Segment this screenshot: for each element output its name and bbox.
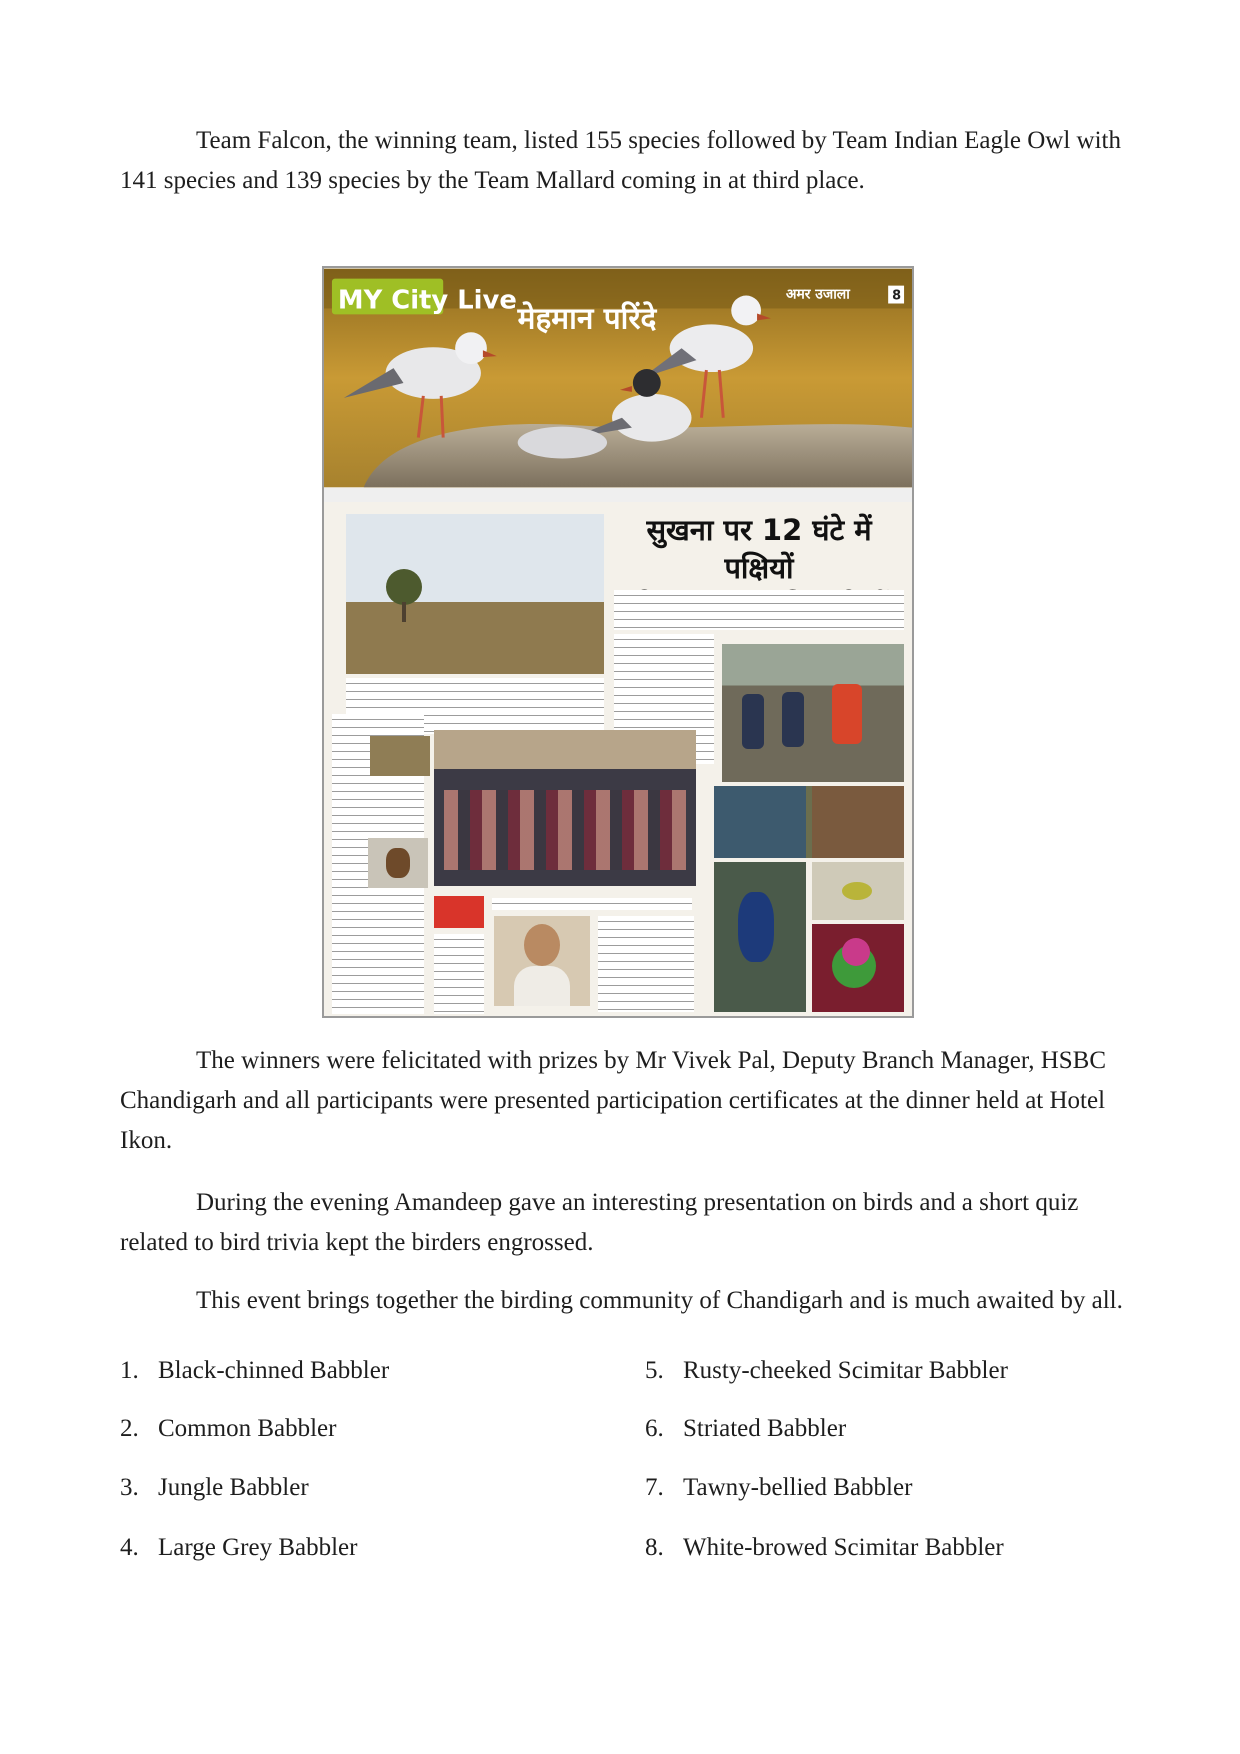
paragraph-prizes xyxy=(120,1041,1130,1161)
banner-title: मेहमान परिंदे xyxy=(517,301,657,337)
list-item: 8. White-browed Scimitar Babbler xyxy=(645,1534,1004,1561)
bird-thumbnail xyxy=(370,736,430,776)
section-logo-text: MY City Live xyxy=(337,285,517,316)
paragraph-community xyxy=(120,1281,1130,1321)
field-landscape-photo xyxy=(346,514,604,674)
bird-photo-pair xyxy=(714,786,904,858)
paragraph-text: This event brings together the birding community of Chandigarh and is much awaited by all. xyxy=(196,1287,1123,1314)
list-item: 3. Jungle Babbler xyxy=(120,1474,309,1501)
paragraph-text: Team Falcon, the winning team, listed 155 species followed by Team Indian Eagle Owl with 141 species and 139 species by the Team Mallard coming in at third place. xyxy=(120,127,1121,194)
paragraph-winning-teams xyxy=(120,121,1130,201)
caption-line xyxy=(492,898,692,910)
blue-bird-photo xyxy=(714,862,806,1012)
caption-strip xyxy=(324,488,912,502)
raptor-thumbnail xyxy=(368,838,428,888)
paper-name: अमर उजाला xyxy=(785,286,850,303)
parakeet-photo xyxy=(812,924,904,1012)
list-item: 7. Tawny-bellied Babbler xyxy=(645,1474,913,1501)
paragraph-presentation xyxy=(120,1183,1130,1263)
headline-line-1: सुखना पर 12 घंटे में पक्षियों xyxy=(646,513,872,585)
participants-group-photo xyxy=(434,730,696,886)
list-item: 1. Black-chinned Babbler xyxy=(120,1357,390,1384)
paragraph-text: During the evening Amandeep gave an interesting presentation on birds and a short quiz related to bird trivia kept the birders engrossed. xyxy=(120,1189,1079,1256)
birders-group-photo xyxy=(722,644,904,782)
yellow-bird-photo xyxy=(812,862,904,920)
list-item: 2. Common Babbler xyxy=(120,1415,337,1442)
list-item: 5. Rusty-cheeked Scimitar Babbler xyxy=(645,1357,1008,1384)
banner-photo-gulls xyxy=(324,268,912,488)
list-item: 4. Large Grey Babbler xyxy=(120,1534,358,1561)
list-item: 6. Striated Babbler xyxy=(645,1415,847,1442)
paragraph-text: The winners were felicitated with prizes by Mr Vivek Pal, Deputy Branch Manager, HSBC Chandigarh and all participants were presented participation certificates at the dinner held at Hotel Ikon. xyxy=(120,1047,1106,1154)
subheading-block xyxy=(614,590,904,630)
text-column xyxy=(434,934,484,1014)
portrait-photo xyxy=(494,916,590,1006)
red-label-box xyxy=(434,896,484,928)
newspaper-clipping-image xyxy=(322,266,914,1018)
page-number: 8 xyxy=(892,288,902,304)
text-column xyxy=(598,916,694,1012)
